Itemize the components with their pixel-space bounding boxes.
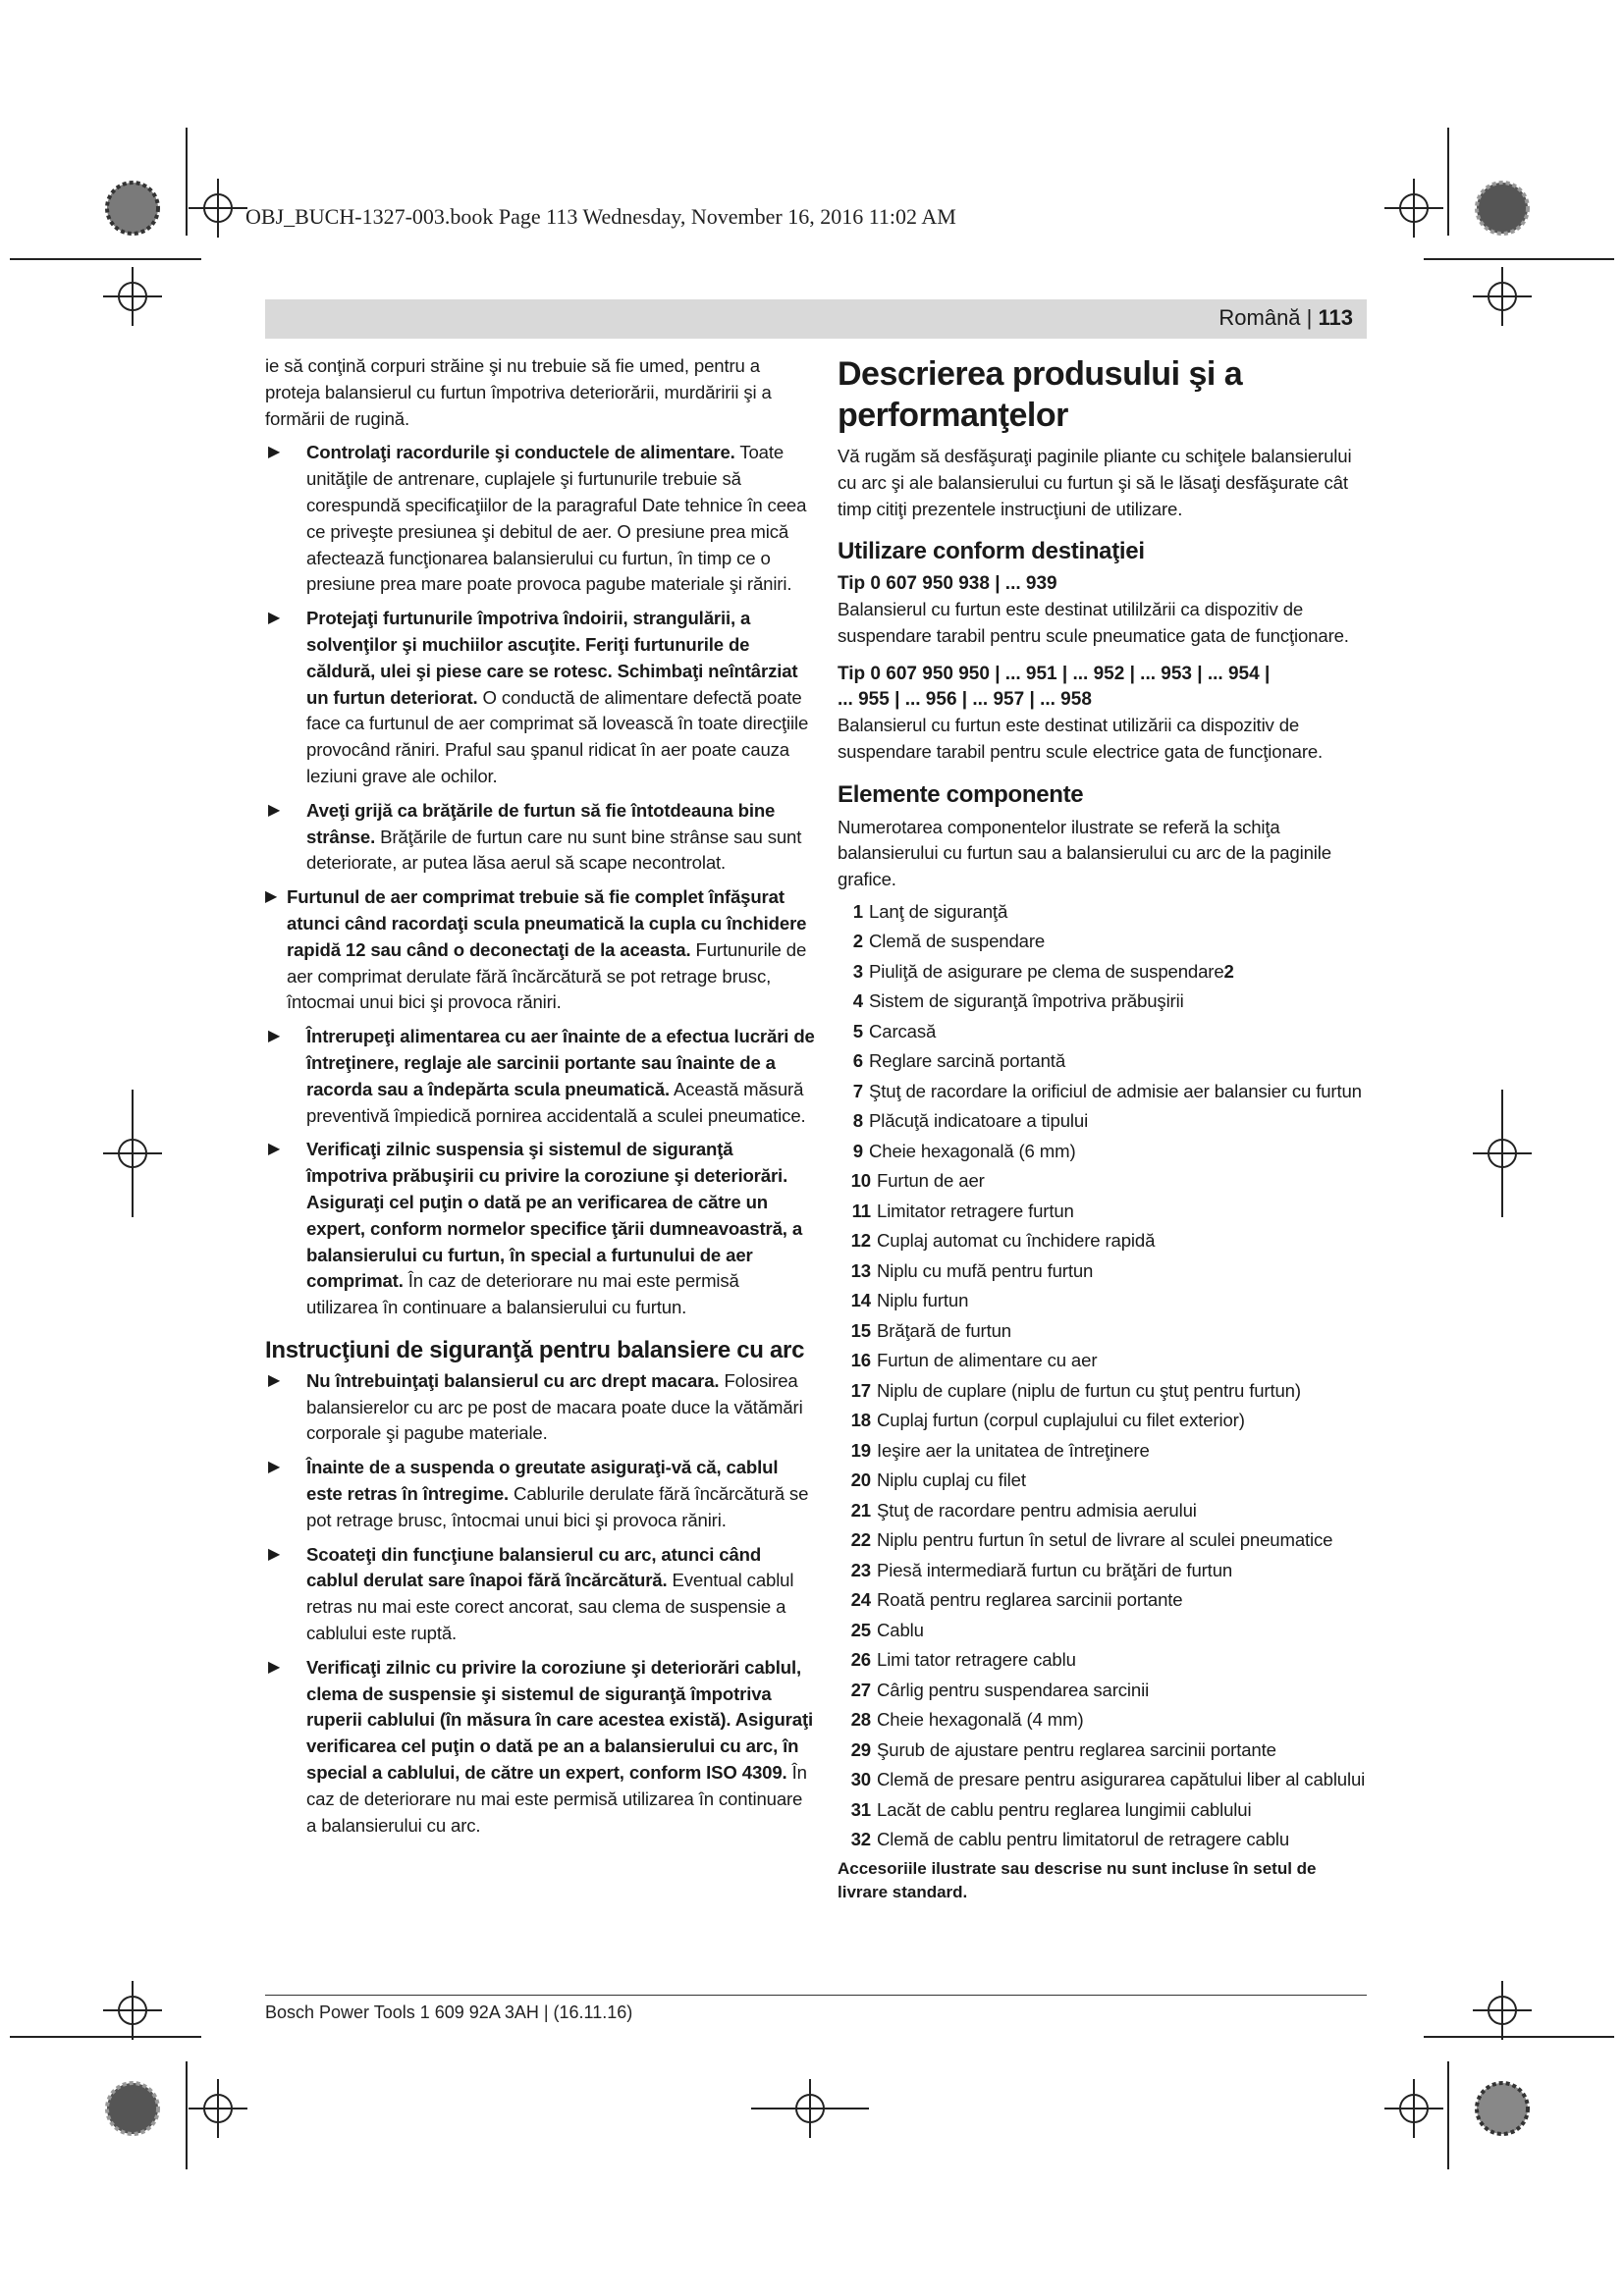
safety-item-text: Această măsură preventivă împiedică pornirea accidentală a sculei pneumatice. xyxy=(306,1078,806,1126)
component-item xyxy=(838,1286,1368,1316)
component-label: Furtun de aer xyxy=(877,1170,985,1192)
safety-item xyxy=(265,1024,815,1129)
component-item xyxy=(838,1017,1368,1047)
component-label: Niplu cuplaj cu filet xyxy=(877,1469,1026,1491)
component-label: Limi tator retragere cablu xyxy=(877,1649,1076,1671)
type2-heading xyxy=(838,662,1368,713)
component-number: 10 xyxy=(850,1170,871,1192)
bullet-arrow-icon: ▶ xyxy=(268,1141,281,1158)
accessories-note: Accesoriile ilustrate sau descrise nu sunt incluse în setul de livrare standard. xyxy=(838,1858,1317,1901)
component-number: 23 xyxy=(850,1559,871,1580)
component-label: Roată pentru reglarea sarcinii portante xyxy=(877,1589,1183,1611)
type1-heading: Tip 0 607 950 938 | ... 939 xyxy=(838,573,1057,595)
component-number: 20 xyxy=(850,1469,871,1491)
component-label: Plăcuţă indicatoare a tipului xyxy=(869,1110,1089,1132)
safety-item-bold: Întrerupeţi alimentarea cu aer înainte de a efectua lucrări de întreţinere, reglaje ale sarcinii portante sau înainte de a racorda sau a îndepărta scula pneumatică. xyxy=(306,1026,815,1099)
component-item xyxy=(838,1496,1368,1526)
component-number: 21 xyxy=(850,1499,871,1521)
component-number: 8 xyxy=(852,1110,863,1132)
component-item xyxy=(838,987,1368,1017)
component-label: Niplu de cuplare (niplu de furtun cu ştuţ pentru furtun) xyxy=(877,1379,1301,1401)
component-label: Piuliţă de asigurare pe clema de suspendare xyxy=(869,960,1224,982)
header-language: Română xyxy=(1218,305,1301,330)
product-description-intro: Vă rugăm să desfăşuraţi paginile pliante cu schiţele balansierului cu arc şi ale balansierului cu furtun şi să le lăsaţi desfăşurate cât timp citiţi prezentele instrucţiuni de utilizare. xyxy=(838,446,1352,519)
component-item xyxy=(838,1466,1368,1496)
component-item xyxy=(838,1585,1368,1616)
component-item xyxy=(838,1137,1368,1167)
component-item xyxy=(838,1825,1368,1855)
safety-item xyxy=(265,1137,815,1321)
bullet-arrow-icon: ▶ xyxy=(268,801,281,819)
component-label: Cârlig pentru suspendarea sarcinii xyxy=(877,1679,1150,1700)
bullet-arrow-icon: ▶ xyxy=(268,1028,281,1045)
type2-text: Balansierul cu furtun este destinat utilizării ca dispozitiv de suspendare tarabil pentru scule electrice gata de funcţionare. xyxy=(838,714,1324,762)
safety-item-bold: Furtunul de aer comprimat trebuie să fie complet înfăşurat atunci când racordaţi scula pneumatică la cupla cu închidere rapidă 12 sau când o deconectaţi de la aceasta. xyxy=(287,886,807,960)
components-heading: Elemente componente xyxy=(838,780,1084,808)
component-number: 11 xyxy=(851,1200,871,1221)
component-item xyxy=(838,1525,1368,1556)
safety-item xyxy=(265,1655,815,1840)
bullet-arrow-icon: ▶ xyxy=(268,610,281,627)
component-item xyxy=(838,1705,1368,1735)
component-item xyxy=(838,1436,1368,1467)
header-separator: | xyxy=(1300,305,1319,330)
bullet-arrow-icon: ▶ xyxy=(265,888,278,906)
bullet-arrow-icon: ▶ xyxy=(268,1459,281,1476)
type2-heading-line2: ... 955 | ... 956 | ... 957 | ... 958 xyxy=(838,688,1092,710)
component-item xyxy=(838,1645,1368,1676)
left-intro: ie să conţină corpuri străine şi nu trebuie să fie umed, pentru a proteja balansierul cu furtun împotriva deteriorării, murdăririi şi a formării de rugină. xyxy=(265,355,772,429)
safety-item-text: În caz de deteriorare nu mai este permisă utilizarea în continuare a balansierului cu furtun. xyxy=(306,1270,739,1318)
component-item xyxy=(838,1197,1368,1227)
component-item xyxy=(838,1616,1368,1646)
safety-item xyxy=(265,440,815,598)
product-description-title: Descrierea produsului şi a performanţelor xyxy=(838,355,1243,434)
component-number: 17 xyxy=(850,1379,871,1401)
component-number: 12 xyxy=(850,1230,871,1252)
component-item xyxy=(838,1795,1368,1826)
footer-rule xyxy=(265,1995,1367,1996)
component-number: 15 xyxy=(850,1319,871,1341)
component-label: Cuplaj furtun (corpul cuplajului cu filet exterior) xyxy=(877,1410,1245,1431)
component-number: 6 xyxy=(852,1050,863,1072)
page-footer: Bosch Power Tools 1 609 92A 3AH | (16.11.16) xyxy=(265,2002,633,2022)
safety-item-text: O conductă de alimentare defectă poate face ca furtunul de aer comprimat să lovească în toate direcţiile provocând răniri. Praful sau şpanul ridicat în aer poate cauza leziuni grave ale ochilor. xyxy=(306,686,809,786)
safety-item xyxy=(265,606,815,790)
component-number: 14 xyxy=(850,1290,871,1311)
component-label: Clemă de cablu pentru limitatorul de retragere cablu xyxy=(877,1829,1290,1850)
safety-item xyxy=(265,884,815,1016)
safety-item-bold: Protejaţi furtunurile împotriva îndoirii, strangulării, a solvenţilor şi muchiilor ascuţite. Feriţi furtunurile de căldură, ulei şi piese care se rotesc. Schimbaţi neîntârziat un furtun deteriorat. xyxy=(306,608,798,708)
safety-item-bold: Nu întrebuinţaţi balansierul cu arc drept macara. xyxy=(306,1369,720,1391)
component-number: 4 xyxy=(852,990,863,1012)
left-column xyxy=(265,353,815,1839)
component-label: Sistem de siguranţă împotriva prăbuşirii xyxy=(869,990,1184,1012)
component-item xyxy=(838,1346,1368,1376)
component-item xyxy=(838,957,1368,988)
component-item xyxy=(838,1765,1368,1795)
safety-item-text: În caz de deteriorare nu mai este permisă utilizarea în continuare a balansierului cu arc. xyxy=(306,1762,807,1836)
component-label: Furtun de alimentare cu aer xyxy=(877,1350,1098,1371)
component-item xyxy=(838,1106,1368,1137)
print-info: OBJ_BUCH-1327-003.book Page 113 Wednesday, November 16, 2016 11:02 AM xyxy=(245,204,956,229)
component-number: 3 xyxy=(852,960,863,982)
component-item xyxy=(838,1676,1368,1706)
component-item xyxy=(838,1077,1368,1107)
bullet-arrow-icon: ▶ xyxy=(268,1371,281,1389)
component-item xyxy=(838,1316,1368,1347)
type2-heading-line1: Tip 0 607 950 950 | ... 951 | ... 952 | ... 953 | ... 954 | xyxy=(838,663,1271,684)
safety-item-text: Cablurile derulate fără încărcătură se pot retrage brusc, întocmai unui bici şi provoca răniri. xyxy=(306,1483,809,1530)
component-number: 27 xyxy=(850,1679,871,1700)
component-item xyxy=(838,927,1368,957)
component-number: 25 xyxy=(850,1619,871,1640)
component-item xyxy=(838,1256,1368,1287)
component-label: Lacăt de cablu pentru reglarea lungimii cablului xyxy=(877,1798,1252,1820)
component-label: Piesă intermediară furtun cu brăţări de furtun xyxy=(877,1559,1233,1580)
component-label: Clemă de suspendare xyxy=(869,931,1046,952)
component-item xyxy=(838,1556,1368,1586)
component-label: Brăţară de furtun xyxy=(877,1319,1011,1341)
component-item xyxy=(838,1046,1368,1077)
component-label: Reglare sarcină portantă xyxy=(869,1050,1066,1072)
component-number: 32 xyxy=(850,1829,871,1850)
safety-item xyxy=(265,1368,815,1447)
safety-item xyxy=(265,1455,815,1533)
component-label: Niplu pentru furtun în setul de livrare al sculei pneumatice xyxy=(877,1529,1333,1551)
component-number: 5 xyxy=(852,1020,863,1041)
components-intro: Numerotarea componentelor ilustrate se referă la schiţa balansierului cu furtun sau a balansierului cu arc de la paginile grafice. xyxy=(838,816,1331,890)
safety-item-text: Folosirea balansierelor cu arc pe post de macara poate duce la vătămări corporale şi pagube materiale. xyxy=(306,1369,803,1444)
page-header xyxy=(265,299,1367,339)
safety-item-text: Toate unităţile de antrenare, cuplajele şi furtunurile trebuie să corespundă specificaţiilor de la paragraful Date tehnice în ceea ce priveşte presiunea şi debitul de aer. O presiune prea mică afectează funcţionarea balansierului cu furtun, în timp ce o presiune prea mare poate provoca pagube materiale şi răniri. xyxy=(306,442,807,595)
component-label: Lanţ de siguranţă xyxy=(869,900,1008,922)
component-item xyxy=(838,1376,1368,1407)
bullet-arrow-icon: ▶ xyxy=(268,1545,281,1563)
safety-item-text: Furtunurile de aer comprimat derulate fără încărcătură se pot retrage brusc, întocmai unui bici şi provoca răniri. xyxy=(287,938,807,1013)
component-number: 7 xyxy=(852,1080,863,1101)
component-item xyxy=(838,1226,1368,1256)
component-item xyxy=(838,1406,1368,1436)
component-label: Carcasă xyxy=(869,1020,937,1041)
safety-item-bold: Controlaţi racordurile şi conductele de alimentare. xyxy=(306,442,735,463)
component-number: 18 xyxy=(850,1410,871,1431)
component-label: Cheie hexagonală (4 mm) xyxy=(877,1709,1084,1731)
safety-item-bold: Înainte de a suspenda o greutate asiguraţi-vă că, cablul este retras în întregime. xyxy=(306,1457,779,1505)
component-number: 2 xyxy=(852,931,863,952)
component-label: Niplu furtun xyxy=(877,1290,969,1311)
bullet-arrow-icon: ▶ xyxy=(268,444,281,461)
component-number: 1 xyxy=(852,900,863,922)
component-label: Niplu cu mufă pentru furtun xyxy=(877,1259,1094,1281)
component-number: 13 xyxy=(850,1259,871,1281)
safety-item-bold: Aveţi grijă ca brăţările de furtun să fie întotdeauna bine strânse. xyxy=(306,799,776,847)
component-label: Limitator retragere furtun xyxy=(877,1200,1074,1221)
safety-item-bold: Verificaţi zilnic cu privire la coroziune şi deteriorări cablul, clema de suspensie şi sistemul de siguranţă împotriva ruperii cablului (în măsura în care acestea există). Asiguraţi verificarea cel puţin o dată pe an a balansierului cu arc, în special a cablului, de către un expert, conform ISO 4309. xyxy=(306,1656,814,1784)
component-label: Ştuţ de racordare la orificiul de admisie aer balansier cu furtun xyxy=(869,1080,1362,1101)
component-label: Cablu xyxy=(877,1619,924,1640)
safety-item xyxy=(265,1542,815,1647)
component-number: 16 xyxy=(850,1350,871,1371)
component-item xyxy=(838,897,1368,928)
component-number: 31 xyxy=(850,1798,871,1820)
page-header-text xyxy=(1218,305,1353,331)
type1-text: Balansierul cu furtun este destinat utililzării ca dispozitiv de suspendare tarabil pentru scule pneumatice gata de funcţionare. xyxy=(838,599,1349,647)
component-number: 26 xyxy=(850,1649,871,1671)
component-ref: 2 xyxy=(1223,960,1234,982)
component-label: Cuplaj automat cu închidere rapidă xyxy=(877,1230,1156,1252)
bullet-arrow-icon: ▶ xyxy=(268,1658,281,1676)
spring-safety-heading: Instrucţiuni de siguranţă pentru balansiere cu arc xyxy=(265,1336,805,1363)
component-number: 24 xyxy=(850,1589,871,1611)
component-label: Ştuţ de racordare pentru admisia aerului xyxy=(877,1499,1197,1521)
component-number: 22 xyxy=(850,1529,871,1551)
component-number: 28 xyxy=(850,1709,871,1731)
page-number: 113 xyxy=(1318,305,1353,330)
component-label: Clemă de presare pentru asigurarea capătului liber al cablului xyxy=(877,1769,1366,1790)
safety-item-bold: Scoateţi din funcţiune balansierul cu arc, atunci când cablul derulat sare înapoi fără încărcătură. xyxy=(306,1543,762,1591)
component-label: Ieşire aer la unitatea de întreţinere xyxy=(877,1439,1150,1461)
component-number: 9 xyxy=(852,1140,863,1161)
safety-item-text: Brăţările de furtun care nu sunt bine strânse sau sunt deteriorate, ar putea lăsa aerul să scape necontrolat. xyxy=(306,826,802,874)
component-item xyxy=(838,1735,1368,1766)
safety-item-bold: Verificaţi zilnic suspensia şi sistemul de siguranţă împotriva prăbuşirii cu privire la coroziune şi deteriorări. Asiguraţi cel puţin o dată pe an verificarea de către un expert, conform normelor specifice ţării dumneavoastră, a balansierului cu furtun, în special a furtunului de aer comprimat. xyxy=(306,1139,803,1292)
intended-use-heading: Utilizare conform destinaţiei xyxy=(838,538,1145,565)
safety-item xyxy=(265,798,815,877)
component-item xyxy=(838,1166,1368,1197)
safety-list-hose xyxy=(265,440,815,1321)
component-number: 19 xyxy=(850,1439,871,1461)
components-list xyxy=(838,897,1368,1855)
component-label: Cheie hexagonală (6 mm) xyxy=(869,1140,1076,1161)
component-number: 29 xyxy=(850,1738,871,1760)
safety-item-text: Eventual cablul retras nu mai este corect ancorat, sau clema de suspensie a cablului este ruptă. xyxy=(306,1570,794,1644)
safety-list-spring xyxy=(265,1368,815,1840)
component-number: 30 xyxy=(850,1769,871,1790)
right-column xyxy=(838,353,1368,1904)
component-label: Şurub de ajustare pentru reglarea sarcinii portante xyxy=(877,1738,1276,1760)
